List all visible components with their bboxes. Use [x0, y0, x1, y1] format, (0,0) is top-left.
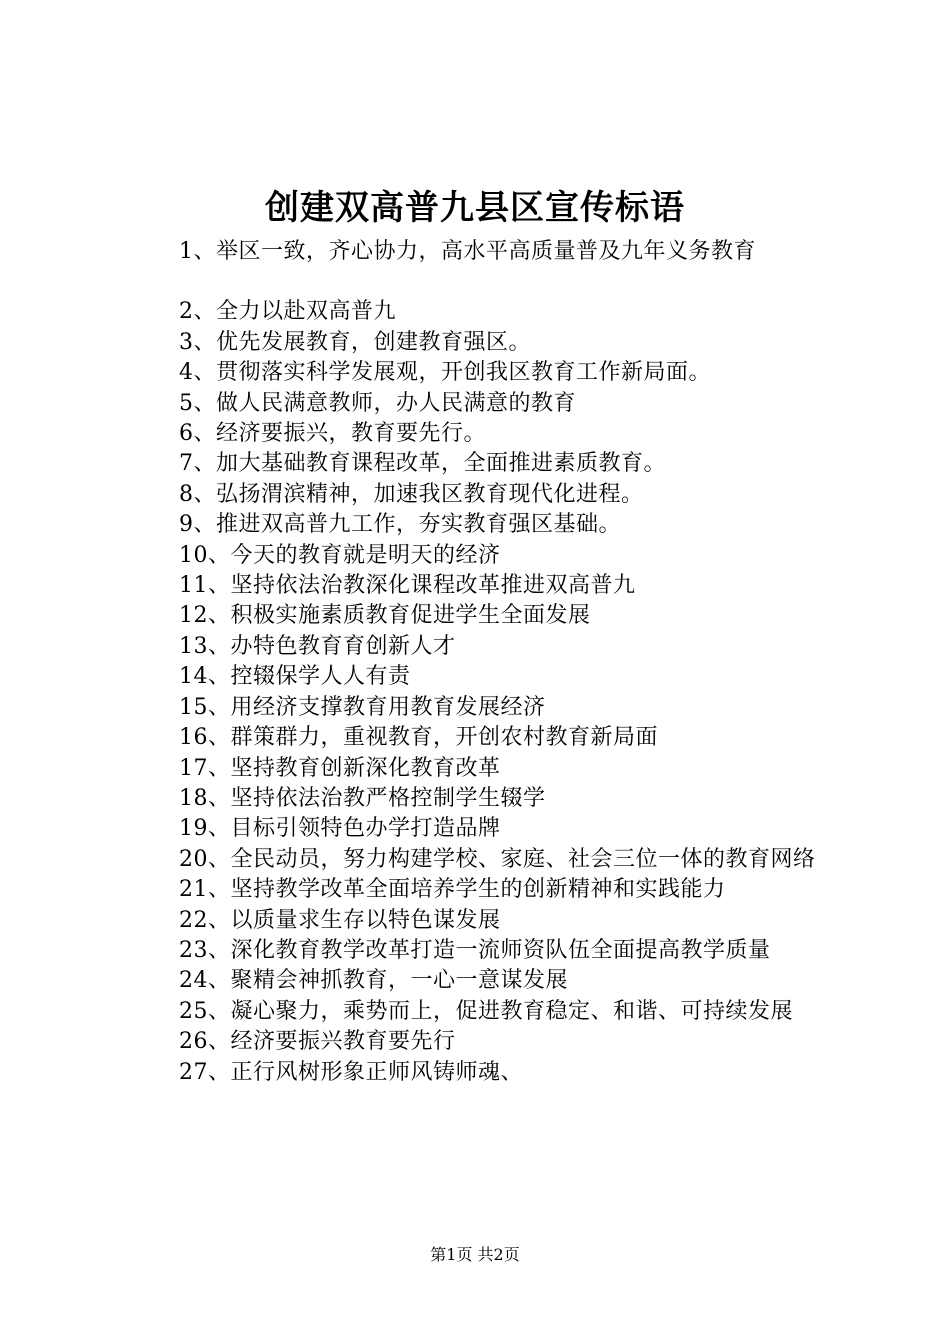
- slogan-list: [131, 237, 831, 1088]
- list-item: 22、以质量求生存以特色谋发展: [179, 907, 501, 933]
- list-item: 2、全力以赴双高普九: [179, 299, 396, 325]
- list-item: 20、全民动员，努力构建学校、家庭、社会三位一体的教育网络: [179, 846, 816, 872]
- list-item: 21、坚持教学改革全面培养学生的创新精神和实践能力: [179, 877, 726, 903]
- list-item: 12、积极实施素质教育促进学生全面发展: [179, 603, 591, 629]
- list-item: 24、聚精会神抓教育，一心一意谋发展: [179, 968, 568, 994]
- list-item: 18、坚持依法治教严格控制学生辍学: [179, 785, 546, 811]
- list-item: 27、正行风树形象正师风铸师魂、: [179, 1059, 523, 1085]
- page-title: 创建双高普九县区宣传标语: [265, 188, 685, 228]
- list-item: 3、优先发展教育，创建教育强区。: [179, 329, 531, 355]
- page-footer: 第1页 共2页: [430, 1245, 520, 1264]
- list-item: 13、办特色教育育创新人才: [179, 633, 456, 659]
- list-item: 23、深化教育教学改革打造一流师资队伍全面提高教学质量: [179, 937, 771, 963]
- list-item: 4、贯彻落实科学发展观，开创我区教育工作新局面。: [179, 360, 711, 386]
- list-item: 9、推进双高普九工作，夯实教育强区基础。: [179, 512, 621, 538]
- list-item: 15、用经济支撑教育用教育发展经济: [179, 694, 546, 720]
- list-item: 5、做人民满意教师，办人民满意的教育: [179, 390, 576, 416]
- list-item: 16、群策群力，重视教育，开创农村教育新局面: [179, 725, 658, 751]
- list-item: 6、经济要振兴，教育要先行。: [179, 421, 486, 447]
- list-item: 26、经济要振兴教育要先行: [179, 1029, 456, 1055]
- list-item: 1、举区一致，齐心协力，高水平高质量普及九年义务教育: [179, 239, 756, 264]
- list-item: 17、坚持教育创新深化教育改革: [179, 755, 501, 781]
- list-item: 7、加大基础教育课程改革，全面推进素质教育。: [179, 451, 666, 477]
- list-item: 8、弘扬渭滨精神，加速我区教育现代化进程。: [179, 481, 644, 507]
- list-item: 10、今天的教育就是明天的经济: [179, 542, 501, 568]
- list-item: 11、坚持依法治教深化课程改革推进双高普九: [179, 573, 636, 599]
- list-item: 19、目标引领特色办学打造品牌: [179, 816, 501, 842]
- list-item: 25、凝心聚力，乘势而上，促进教育稳定、和谐、可持续发展: [179, 998, 793, 1024]
- list-item: 14、控辍保学人人有责: [179, 664, 411, 690]
